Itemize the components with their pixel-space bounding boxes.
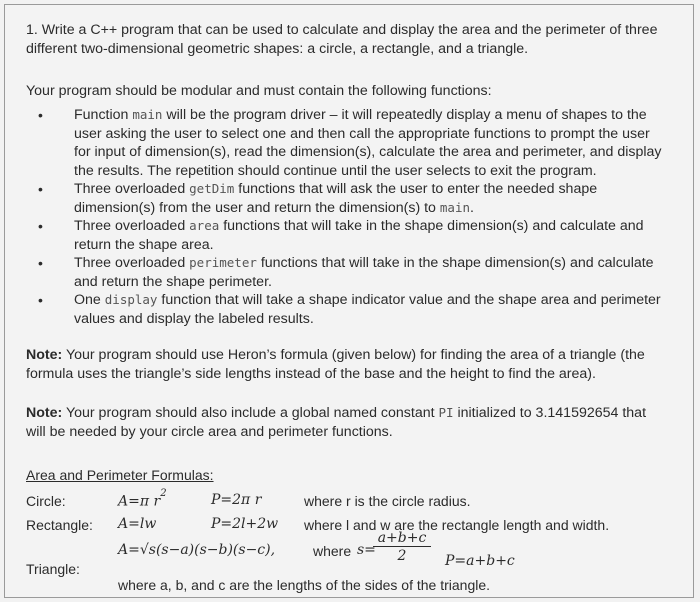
document-page [4, 4, 694, 598]
bullet-icon: • [38, 107, 43, 123]
triangle-area-formula: A=√s(s−a)(s−b)(s−c), [118, 542, 276, 558]
circle-label: Circle: [26, 493, 66, 509]
triangle-perimeter-formula: P=a+b+c [445, 553, 515, 569]
rectangle-description: where l and w are the rectangle length and width. [304, 517, 610, 533]
circle-perimeter-formula: P=2π r [211, 492, 262, 508]
modular-paragraph: Your program should be modular and must contain the following functions: [26, 83, 492, 99]
triangle-label: Triangle: [26, 561, 80, 577]
rectangle-area-formula: A=lw [118, 516, 157, 532]
list-item: • One display function that will take a shape indicator value and the shape area and perimeter values and display the labeled results. [38, 292, 661, 327]
bullet-icon: • [38, 181, 43, 197]
formulas-heading: Area and Perimeter Formulas: [26, 467, 214, 483]
list-item: • Three overloaded perimeter functions that will take in the shape dimension(s) and calculate and return the shape perimeter. [38, 255, 654, 290]
triangle-description: where a, b, and c are the lengths of the sides of the triangle. [118, 577, 491, 593]
circle-description: where r is the circle radius. [304, 493, 471, 509]
list-item: • Three overloaded area functions that will take in the shape dimension(s) and calculate and return the shape area. [38, 218, 644, 253]
list-item: • Function main will be the program driver – it will repeatedly display a menu of shapes to the user asking the user to select one and then call the appropriate functions to prompt the user for input of dimension(s), read the dimension(s), calculate the area and perimeter, and display the results. The repetition should continue until the user selects to exit the program. [38, 107, 662, 179]
triangle-where: where [313, 543, 352, 559]
triangle-s-fraction: $\frac{a+b+c}{2}$ [373, 530, 431, 565]
triangle-s-formula: s= [357, 542, 376, 558]
note-pi: Note: Your program should also include a global named constant PI initialized to 3.141592654 that will be needed by your circle area and perimeter functions. [26, 405, 647, 440]
function-list [26, 106, 666, 328]
bullet-icon: • [38, 255, 43, 271]
rectangle-perimeter-formula: P=2l+2w [211, 516, 279, 532]
bullet-icon: • [38, 218, 43, 234]
intro-paragraph: 1. Write a C++ program that can be used to calculate and display the area and the perimeter of three different two-dimensional geometric shapes: a circle, a rectangle, and a triangle. [26, 22, 658, 57]
circle-area-formula: A=π $r^2$ [118, 488, 167, 510]
bullet-icon: • [38, 292, 43, 308]
list-item: • Three overloaded getDim functions that will ask the user to enter the needed shape dimension(s) from the user and return the dimension(s) to main. [38, 181, 598, 216]
note-heron: Note: Your program should use Heron’s formula (given below) for finding the area of a triangle (the formula uses the triangle’s side lengths instead of the base and the height to find the area). [26, 347, 645, 382]
rectangle-label: Rectangle: [26, 517, 93, 533]
